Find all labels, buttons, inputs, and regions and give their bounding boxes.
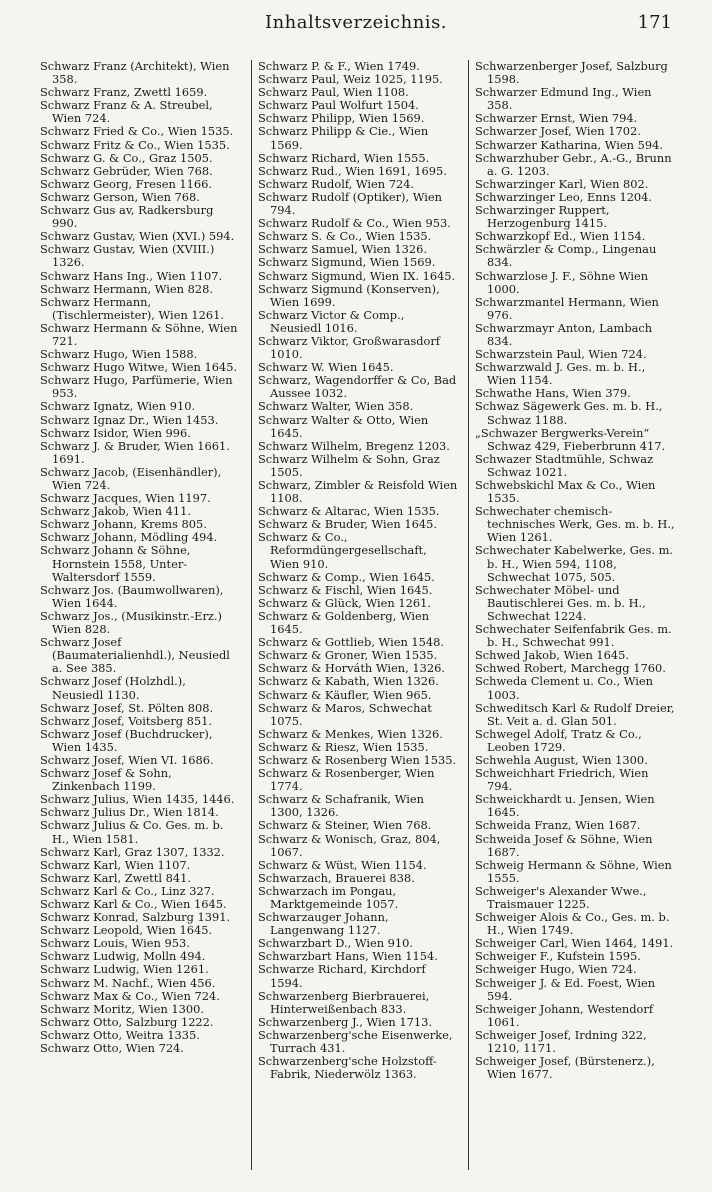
index-entry: Schwarz Gebrüder, Wien 768. <box>40 163 213 178</box>
index-entry: Schwarz Otto, Weitra 1335. <box>40 1027 200 1042</box>
index-entry: Schwarz Richard, Wien 1555. <box>258 150 430 165</box>
index-entry: Schwarz Julius, Wien 1435, 1446. <box>40 792 235 807</box>
index-entry: Schwarz Otto, Salzburg 1222. <box>40 1014 214 1029</box>
index-entry: Schwarz Hugo Witwe, Wien 1645. <box>40 360 238 375</box>
index-entry: Schwarzinger Leo, Enns 1204. <box>475 189 653 204</box>
index-entry: Schwarz Gus av, Radkersburg 990. <box>40 203 214 231</box>
index-entry: Schwarz & Gottlieb, Wien 1548. <box>258 635 445 650</box>
index-entry: Schwarz G. & Co., Graz 1505. <box>40 150 213 165</box>
index-entry: Schweichhart Friedrich, Wien 794. <box>475 766 649 794</box>
index-entry: Schwarzstein Paul, Wien 724. <box>475 347 647 362</box>
index-entry: Schweiger J. & Ed. Foest, Wien 594. <box>475 975 656 1003</box>
index-entry: Schwarz & Rosenberger, Wien 1774. <box>258 766 435 794</box>
index-entry: Schwarz & Glück, Wien 1261. <box>258 595 431 610</box>
index-entry: Schwarz Johann, Krems 805. <box>40 517 207 532</box>
index-entry: Schwarz Walter, Wien 358. <box>258 399 414 414</box>
index-entry: Schwarzauger Johann, Langenwang 1127. <box>258 910 389 938</box>
index-entry: Schwarzenberg'sche Eisenwerke, Turrach 431. <box>258 1027 453 1056</box>
index-entry: Schweiger Johann, Westendorf 1061. <box>475 1001 654 1029</box>
index-entry: Schwarz Ludwig, Molln 494. <box>40 949 206 964</box>
index-entry: Schwarz Hugo, Wien 1588. <box>40 347 198 362</box>
index-entry: Schwarz Jacob, (Eisenhändler), Wien 724. <box>40 464 222 492</box>
index-entry: Schwarz Josef, Wien VI. 1686. <box>40 752 214 767</box>
index-entry: Schwarz Sigmund, Wien IX. 1645. <box>258 268 456 283</box>
index-entry: Schwarz Josef (Baumaterialienhdl.), Neusiedl a. See 385. <box>40 635 230 676</box>
index-entry: Schwarz Jakob, Wien 411. <box>40 504 191 519</box>
index-entry: Schwarz Josef, St. Pölten 808. <box>40 700 214 715</box>
index-entry: Schwarz & Rosenberg Wien 1535. <box>258 752 457 767</box>
page-title: Inhaltsverzeichnis. <box>264 12 448 33</box>
column-divider <box>251 60 252 1170</box>
index-entry: Schwarz M. Nachf., Wien 456. <box>40 975 216 990</box>
index-entry: Schwarz Josef, Voitsberg 851. <box>40 713 213 728</box>
index-entry: Schwarz & Kabath, Wien 1326. <box>258 674 439 689</box>
index-entry: Schwarz & Steiner, Wien 768. <box>258 818 432 833</box>
index-entry: Schwarz Konrad, Salzburg 1391. <box>40 910 231 925</box>
index-entry: Schwarz Isidor, Wien 996. <box>40 425 191 440</box>
index-entry: Schwarz Hermann, Wien 828. <box>40 281 213 296</box>
index-entry: Schwarz Walter & Otto, Wien 1645. <box>258 412 429 440</box>
index-entry: Schwarzer Ernst, Wien 794. <box>475 111 638 126</box>
index-entry: Schwarz Julius Dr., Wien 1814. <box>40 805 219 820</box>
index-entry: Schwarz Karl, Zwettl 841. <box>40 870 191 885</box>
index-entry: Schweiger Alois & Co., Ges. m. b. H., Wien 1749. <box>475 910 670 938</box>
index-entry: Schwarz Johann, Mödling 494. <box>40 530 218 545</box>
index-columns <box>40 60 675 1180</box>
index-entry: Schwarz Franz (Architekt), Wien 358. <box>40 60 230 87</box>
index-entry: Schwed Robert, Marchegg 1760. <box>475 661 666 676</box>
index-entry: Schwarzenberg'sche Holzstoff-Fabrik, Niederwölz 1363. <box>258 1054 437 1082</box>
index-entry: Schwarzenberg J., Wien 1713. <box>258 1014 432 1029</box>
index-entry: Schwarzbart Hans, Wien 1154. <box>258 949 438 964</box>
index-entry: Schwärzler & Comp., Lingenau 834. <box>475 242 657 270</box>
index-entry: Schweida Franz, Wien 1687. <box>475 818 641 833</box>
index-entry: Schwarz Karl & Co., Linz 327. <box>40 883 215 898</box>
index-entry: Schwarz & Horváth Wien, 1326. <box>258 661 445 676</box>
index-entry: Schwarz Philipp & Cie., Wien 1569. <box>258 124 429 152</box>
index-entry: Schwarz Wilhelm, Bregenz 1203. <box>258 438 450 453</box>
index-entry: Schwarz & Schafranik, Wien 1300, 1326. <box>258 792 424 820</box>
page-header <box>40 12 672 40</box>
index-entry: Schwarzlose J. F., Söhne Wien 1000. <box>475 268 649 296</box>
index-entry: Schweiger's Alexander Wwe., Traismauer 1225. <box>475 883 647 911</box>
index-entry: Schwarz Paul, Weiz 1025, 1195. <box>258 72 443 87</box>
index-entry: Schweditsch Karl & Rudolf Dreier, St. Veit a. d. Glan 501. <box>475 700 675 728</box>
index-entry: Schwarz Max & Co., Wien 724. <box>40 988 220 1003</box>
index-entry: Schwarz Karl & Co., Wien 1645. <box>40 897 227 911</box>
index-entry: Schweda Clement u. Co., Wien 1003. <box>475 674 653 702</box>
index-entry: Schwarz Fritz & Co., Wien 1535. <box>40 137 230 152</box>
index-entry: Schwarz Jos. (Baumwollwaren), Wien 1644. <box>40 582 224 610</box>
index-entry: Schwarz Josef (Holzhdl.), Neusiedl 1130. <box>40 674 186 702</box>
index-entry: Schwarz J. & Bruder, Wien 1661. 1691. <box>40 438 230 466</box>
index-entry: Schwarzinger Ruppert, Herzogenburg 1415. <box>475 203 610 231</box>
index-entry: Schwarz Hans Ing., Wien 1107. <box>40 268 223 283</box>
index-entry: Schwarzmantel Hermann, Wien 976. <box>475 294 659 322</box>
index-entry: Schwarz Jos., (Musikinstr.-Erz.) Wien 828. <box>40 608 222 637</box>
index-entry: Schwarz Ignatz, Wien 910. <box>40 399 196 414</box>
index-entry: Schwarz & Riesz, Wien 1535. <box>258 739 429 754</box>
index-entry: Schwarzach im Pongau, Marktgemeinde 1057. <box>258 883 399 911</box>
index-entry: Schwarz & Comp., Wien 1645. <box>258 569 435 584</box>
index-entry: Schwarz Sigmund, Wien 1569. <box>258 255 436 270</box>
index-entry: Schwechater chemisch-technisches Werk, Ges. m. b. H., Wien 1261. <box>475 504 675 545</box>
index-entry: Schwarzwald J. Ges. m. b. H., Wien 1154. <box>475 360 646 388</box>
index-entry: Schwarz Josef (Buchdrucker), Wien 1435. <box>40 726 213 754</box>
index-entry: Schwarz Fried & Co., Wien 1535. <box>40 124 234 139</box>
index-entry: Schwarz Louis, Wien 953. <box>40 936 190 951</box>
index-entry: Schwarz & Goldenberg, Wien 1645. <box>258 608 430 637</box>
index-entry: Schwarz & Käufler, Wien 965. <box>258 687 432 702</box>
index-entry: Schwehla August, Wien 1300. <box>475 752 648 767</box>
index-entry: Schweiger Josef, Irdning 322, 1210, 1171. <box>475 1027 647 1056</box>
index-entry: Schwarzkopf Ed., Wien 1154. <box>475 229 646 244</box>
index-entry: Schwarz Georg, Fresen 1166. <box>40 176 213 191</box>
index-entry: Schwarz Leopold, Wien 1645. <box>40 923 213 938</box>
index-entry: Schwarz Josef & Sohn, Zinkenbach 1199. <box>40 766 172 794</box>
index-entry: Schwarz P. & F., Wien 1749. <box>258 60 420 73</box>
index-entry: Schwarz, Wagendorffer & Co, Bad Aussee 1032. <box>258 373 457 401</box>
index-entry: Schwarz Ludwig, Wien 1261. <box>40 962 209 977</box>
index-entry: Schwarz Rudolf, Wien 724. <box>258 176 415 191</box>
index-entry: Schwathe Hans, Wien 379. <box>475 386 631 401</box>
index-entry: Schwarz Moritz, Wien 1300. <box>40 1001 205 1016</box>
index-entry: Schwarz Paul, Wien 1108. <box>258 85 409 100</box>
index-entry: Schwarz Hugo, Parfümerie, Wien 953. <box>40 373 233 401</box>
index-entry: Schweiger Carl, Wien 1464, 1491. <box>475 936 674 951</box>
index-entry: Schwarz & Groner, Wien 1535. <box>258 648 438 663</box>
index-entry: Schwaz Sägewerk Ges. m. b. H., Schwaz 1188. <box>475 399 663 427</box>
index-entry: Schwarz Karl, Wien 1107. <box>40 857 191 872</box>
index-entry: Schwarz Victor & Comp., Neusiedl 1016. <box>258 307 405 335</box>
index-entry: Schwarz Otto, Wien 724. <box>40 1041 184 1056</box>
column-divider <box>468 60 469 1170</box>
index-entry: Schwarz, Zimbler & Reisfold Wien 1108. <box>258 478 458 506</box>
index-entry: Schweig Hermann & Söhne, Wien 1555. <box>475 857 672 885</box>
index-entry: Schwarz & Co., Reformdüngergesellschaft, Wien 910. <box>258 530 427 571</box>
index-entry: Schwechater Kabelwerke, Ges. m. b. H., Wien 594, 1108, Schwechat 1075, 505. <box>475 543 674 584</box>
index-entry: „Schwazer Bergwerks-Verein“ Schwaz 429, Fieberbrunn 417. <box>475 425 666 453</box>
index-entry: Schwarz Hermann & Söhne, Wien 721. <box>40 320 238 348</box>
index-column-2 <box>258 60 458 1180</box>
index-entry: Schwarzmayr Anton, Lambach 834. <box>475 320 653 348</box>
index-entry: Schwarz Rud., Wien 1691, 1695. <box>258 163 447 178</box>
index-entry: Schwarz Julius & Co. Ges. m. b. H., Wien 1581. <box>40 818 224 846</box>
index-entry: Schwarz Rudolf & Co., Wien 953. <box>258 216 451 231</box>
index-entry: Schwarz Franz, Zwettl 1659. <box>40 85 208 100</box>
index-entry: Schwarzenberger Josef, Salzburg 1598. <box>475 60 668 87</box>
index-entry: Schwarzer Josef, Wien 1702. <box>475 124 641 139</box>
index-entry: Schwarz & Altarac, Wien 1535. <box>258 504 440 519</box>
index-entry: Schwarz & Menkes, Wien 1326. <box>258 726 443 741</box>
index-entry: Schwarz Wilhelm & Sohn, Graz 1505. <box>258 451 440 479</box>
index-entry: Schweida Josef & Söhne, Wien 1687. <box>475 831 653 859</box>
index-entry: Schwarz Philipp, Wien 1569. <box>258 111 425 126</box>
index-entry: Schwechater Möbel- und Bautischlerei Ges. m. b. H., Schwechat 1224. <box>475 582 646 623</box>
index-entry: Schwarz Gustav, Wien (XVIII.) 1326. <box>40 242 215 270</box>
index-entry: Schwebskichl Max & Co., Wien 1535. <box>475 478 656 506</box>
index-entry: Schwarz Gustav, Wien (XVI.) 594. <box>40 229 235 244</box>
index-entry: Schwarz & Wonisch, Graz, 804, 1067. <box>258 831 441 859</box>
index-entry: Schwarzer Edmund Ing., Wien 358. <box>475 85 652 113</box>
index-entry: Schwarz Hermann, (Tischlermeister), Wien 1261. <box>40 294 225 322</box>
index-entry: Schwegel Adolf, Tratz & Co., Leoben 1729. <box>475 726 642 754</box>
index-entry: Schwechater Seifenfabrik Ges. m. b. H., Schwechat 991. <box>475 622 672 650</box>
index-entry: Schwarzinger Karl, Wien 802. <box>475 176 649 191</box>
index-entry: Schwarzenberg Bierbrauerei, Hinterweißenbach 833. <box>258 988 430 1016</box>
index-entry: Schwarzhuber Gebr., A.-G., Brunn a. G. 1203. <box>475 150 672 178</box>
index-entry: Schwarz & Maros, Schwechat 1075. <box>258 700 432 728</box>
index-entry: Schwarz Jacques, Wien 1197. <box>40 491 211 506</box>
index-entry: Schwarz Karl, Graz 1307, 1332. <box>40 844 225 859</box>
index-entry: Schwarz & Bruder, Wien 1645. <box>258 517 437 532</box>
index-entry: Schwarz Rudolf (Optiker), Wien 794. <box>258 189 442 218</box>
index-entry: Schwed Jakob, Wien 1645. <box>475 648 630 663</box>
index-entry: Schweiger Hugo, Wien 724. <box>475 962 637 977</box>
index-entry: Schwarz Franz & A. Streubel, Wien 724. <box>40 98 213 126</box>
index-entry: Schwarz & Fischl, Wien 1645. <box>258 582 433 597</box>
index-column-1 <box>40 60 240 1180</box>
index-entry: Schweiger Josef, (Bürstenerz.), Wien 1677. <box>475 1054 655 1082</box>
index-entry: Schwazer Stadtmühle, Schwaz Schwaz 1021. <box>475 451 654 479</box>
index-entry: Schwarz Ignaz Dr., Wien 1453. <box>40 412 219 427</box>
index-entry: Schwarzach, Brauerei 838. <box>258 870 415 885</box>
page-number: 171 <box>637 12 672 33</box>
index-column-3 <box>475 60 675 1180</box>
index-entry: Schwarz & Wüst, Wien 1154. <box>258 857 427 872</box>
index-entry: Schwarzbart D., Wien 910. <box>258 936 414 951</box>
index-entry: Schwarz Samuel, Wien 1326. <box>258 242 427 257</box>
index-entry: Schwarz Sigmund (Konserven), Wien 1699. <box>258 281 440 309</box>
index-entry: Schweickhardt u. Jensen, Wien 1645. <box>475 792 655 820</box>
index-entry: Schwarz Paul Wolfurt 1504. <box>258 98 419 113</box>
index-entry: Schweiger F., Kufstein 1595. <box>475 949 641 964</box>
index-entry: Schwarze Richard, Kirchdorf 1594. <box>258 962 426 990</box>
index-entry: Schwarz S. & Co., Wien 1535. <box>258 229 432 244</box>
index-entry: Schwarz Gerson, Wien 768. <box>40 189 200 204</box>
index-entry: Schwarz Viktor, Großwarasdorf 1010. <box>258 333 441 362</box>
index-entry: Schwarz Johann & Söhne, Hornstein 1558, Unter-Waltersdorf 1559. <box>40 543 191 584</box>
index-entry: Schwarzer Katharina, Wien 594. <box>475 137 663 152</box>
index-entry: Schwarz W. Wien 1645. <box>258 360 394 375</box>
